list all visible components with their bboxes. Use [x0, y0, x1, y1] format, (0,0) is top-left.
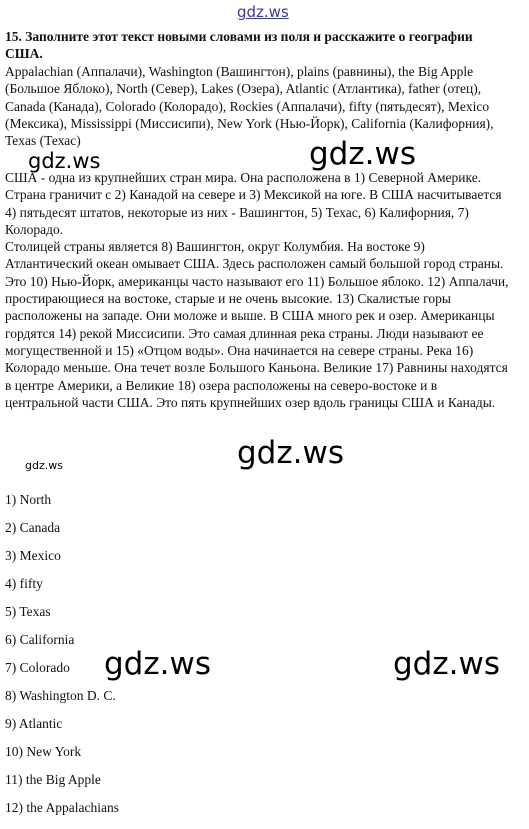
- watermark: gdz.ws: [237, 435, 344, 471]
- answer-item: 4) fifty: [5, 576, 43, 591]
- answer-item: 7) Colorado: [5, 660, 70, 675]
- passage-paragraph: США - одна из крупнейших стран мира. Она расположена в 1) Северной Америке. Страна граничит с 2) Канадой на севере и 3) Мексикой на юге. В США насчитывается 4) пятьдесят штатов, некоторые из них - Вашингтон, 5) Техас, 6) Калифорния, 7) Колорадо.: [5, 170, 502, 237]
- answer-item: 3) Mexico: [5, 548, 61, 563]
- watermark: gdz.ws: [104, 646, 211, 682]
- watermark: gdz.ws: [28, 149, 101, 173]
- answer-item: 12) the Appalachians: [5, 800, 119, 815]
- watermark: gdz.ws: [309, 136, 416, 172]
- answer-item: 6) California: [5, 632, 75, 647]
- answer-item: 1) North: [5, 492, 52, 507]
- task-heading: 15. Заполните этот текст новыми словами из поля и расскажите о географии США.: [5, 29, 473, 62]
- answer-item: 10) New York: [5, 744, 82, 759]
- answer-item: 5) Texas: [5, 604, 51, 619]
- watermark: gdz.ws: [393, 646, 500, 682]
- answer-item: 11) the Big Apple: [5, 772, 101, 787]
- answer-list: [5, 491, 119, 827]
- watermark: gdz.ws: [25, 459, 63, 472]
- answer-item: 9) Atlantic: [5, 716, 63, 731]
- watermark-link[interactable]: gdz.ws: [237, 3, 289, 21]
- word-bank: Appalachian (Аппалачи), Washington (Вашингтон), plains (равнины), the Big Apple (Большое Яблоко), North (Север), Lakes (Озера), Atlantic (Атлантика), father (отец), Canada (Канада), Colorado (Колорадо), Rockies (Аппалачи), fifty (пятьдесят), Mexico (Мексика), Mississippi (Миссисипи), New York (Нью-Йорк), California (Калифорния), Texas (Техас): [5, 64, 494, 149]
- passage: [5, 169, 510, 411]
- answer-item: 8) Washington D. C.: [5, 688, 116, 703]
- passage-paragraph: Столицей страны является 8) Вашингтон, округ Колумбия. На востоке 9) Атлантический океан омывает США. Здесь расположен самый большой город страны. Это 10) Нью-Йорк, американцы часто называют его 11) Большое яблоко. 12) Аппалачи, простирающиеся на востоке, старые и не очень высокие. 13) Скалистые горы расположены на западе. Они моложе и выше. В США много рек и озер. Американцы гордятся 14) рекой Миссисипи. Это самая длинная река страны. Люди называют ее могущественной и 15) «Отцом воды». Она начинается на севере страны. Река 16) Колорадо меньше. Она течет возле Большого Каньона. Великие 17) Равнины находятся в центре Америки, а Великие 18) озера расположены на северо-востоке и в центральной части США. Это пять крупнейших озер вдоль границы США и Канады.: [5, 239, 509, 410]
- answer-item: 2) Canada: [5, 520, 61, 535]
